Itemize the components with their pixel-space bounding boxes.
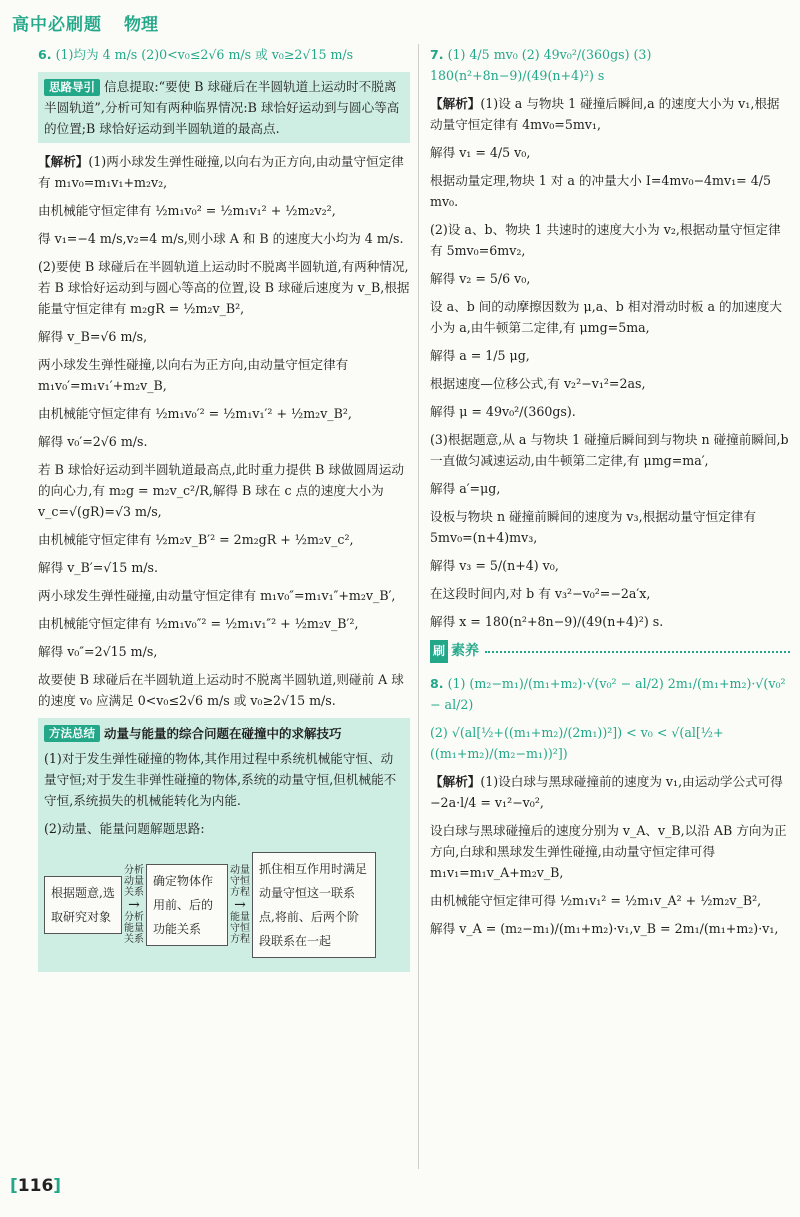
page-number-value: 116 [17,1176,54,1196]
solution-line: 由机械能守恒定律可得 ½m₁v₁² = ½m₁v_A² + ½m₂v_B², [430,893,762,908]
q6-answer-line [38,44,410,65]
solution-line: 设白球与黑球碰撞后的速度分别为 v_A、v_B,以沿 AB 方向为正方向,白球和黑球发生弹性碰撞,由动量守恒定律可得 m₁v₁=m₁v_A+m₂v_B, [430,823,787,880]
q6-solution-line [38,151,410,193]
thinking-guide-box [38,72,410,143]
solution-line: 解得 v₂ = 5/6 v₀, [430,271,531,286]
thinking-guide-text: 信息提取:“要使 B 球碰后在半圆轨道上运动时不脱离半圆轨道”,分析可知有两种临界情况:B 球恰好运动到与圆心等高的位置;B 球恰好运动到半圆轨道的最高点. [44,79,400,136]
q7-solution-line [430,93,790,135]
analysis-label: 【解析】 [430,96,481,111]
analysis-label: 【解析】 [430,774,481,789]
method-summary-title: 动量与能量的综合问题在碰撞中的求解技巧 [104,726,342,741]
solution-line: 解得 v_B′=√15 m/s. [38,560,158,575]
left-column [38,44,410,972]
solution-line: 解得 v_B=√6 m/s, [38,329,148,344]
flow-arrow-label: 动量守恒方程 [230,865,250,898]
brush-icon: 刷 [430,640,448,663]
solution-line: 两小球发生弹性碰撞,由动量守恒定律有 m₁v₀″=m₁v₁″+m₂v_B′, [38,588,396,603]
literacy-section-header [430,640,790,663]
q8-number: 8. [430,676,444,691]
solution-line: 解得 v_A = (m₂−m₁)/(m₁+m₂)·v₁,v_B = 2m₁/(m₁+m₂)·v₁, [430,921,779,936]
solution-line: (2)要使 B 球碰后在半圆轨道上运动时不脱离半圆轨道,有两种情况,若 B 球恰好运动到与圆心等高的位置,设 B 球碰后速度为 v_B,根据能量守恒定律有 m₂gR = ½m₂v_B², [38,259,410,316]
solution-line: 解得 v₃ = 5/(n+4) v₀, [430,558,559,573]
page-header [0,0,800,48]
q7-number: 7. [430,47,444,62]
solution-line: 解得 v₀″=2√15 m/s, [38,644,158,659]
solution-line: 两小球发生弹性碰撞,以向右为正方向,由动量守恒定律有 m₁v₀′=m₁v₁′+m₂v_B, [38,357,349,393]
solution-line: (1)两小球发生弹性碰撞,以向右为正方向,由动量守恒定律有 m₁v₀=m₁v₁+m₂v₂, [38,154,404,190]
thinking-guide-tag: 思路导引 [44,79,100,96]
flow-arrow-1 [122,865,146,945]
q7-answer-line [430,44,790,86]
solution-line: 在这段时间内,对 b 有 v₃²−v₀²=−2a′x, [430,586,651,601]
solution-line: 由机械能守恒定律有 ½m₁v₀″² = ½m₁v₁″² + ½m₂v_B′², [38,616,359,631]
right-arrow-icon: → [128,897,140,913]
flow-arrow-label: 分析能量关系 [124,912,144,945]
header-bar [12,6,158,38]
flow-box-link: 抓住相互作用时满足动量守恒这一联系点,将前、后两个阶段联系在一起 [252,852,376,958]
solution-line: 故要使 B 球碰后在半圆轨道上运动时不脱离半圆轨道,则碰前 A 球的速度 v₀ 应满足 0<v₀≤2√6 m/s 或 v₀≥2√15 m/s. [38,672,404,708]
analysis-label: 【解析】 [38,154,89,169]
literacy-title: 素养 [451,643,480,659]
dotted-rule [485,651,790,653]
q7-answer: (1) 4/5 mv₀ (2) 49v₀²/(360gs) (3) 180(n²+8n−9)/(49(n+4)²) s [430,47,652,83]
q8-answer-1: (1) (m₂−m₁)/(m₁+m₂)·√(v₀² − al/2) 2m₁/(m₁+m₂)·√(v₀² − al/2) [430,676,786,712]
flow-box-relations: 确定物体作用前、后的功能关系 [146,864,228,946]
solution-line: 解得 x = 180(n²+8n−9)/(49(n+4)²) s. [430,614,664,629]
right-arrow-icon: → [234,897,246,913]
q6-answer: (1)均为 4 m/s (2)0<v₀≤2√6 m/s 或 v₀≥2√15 m/s [55,47,354,62]
solution-line: 得 v₁=−4 m/s,v₂=4 m/s,则小球 A 和 B 的速度大小均为 4 m/s. [38,231,404,246]
flow-box-select-object: 根据题意,选取研究对象 [44,876,122,934]
method-summary-header [44,723,404,744]
flow-arrow-2 [228,865,252,945]
solution-line: 解得 a′=μg, [430,481,501,496]
method-summary-box [38,718,410,972]
solution-line: 设板与物块 n 碰撞前瞬间的速度为 v₃,根据动量守恒定律有 5mv₀=(n+4)mv₃, [430,509,756,545]
solution-line: (2)设 a、b、物块 1 共速时的速度大小为 v₂,根据动量守恒定律有 5mv₀=6mv₂, [430,222,781,258]
solution-line: 由机械能守恒定律有 ½m₂v_B′² = 2m₂gR + ½m₂v_c², [38,532,354,547]
method-line: (2)动量、能量问题解题思路: [44,821,205,836]
solution-line: (3)根据题意,从 a 与物块 1 碰撞后瞬间到与物块 n 碰撞前瞬间,b 一直做匀减速运动,由牛顿第二定律,有 μmg=ma′, [430,432,789,468]
flow-arrow-label: 分析动量关系 [124,865,144,898]
right-column [430,44,790,946]
q6-number: 6. [38,47,52,62]
solution-flowchart [44,846,404,964]
solution-line: 根据动量定理,物块 1 对 a 的冲量大小 I=4mv₀−4mv₁= 4/5 mv₀. [430,173,771,209]
solution-line: 根据速度—位移公式,有 v₂²−v₁²=2as, [430,376,646,391]
solution-line: 由机械能守恒定律有 ½m₁v₀′² = ½m₁v₁′² + ½m₂v_B², [38,406,352,421]
solution-line: 若 B 球恰好运动到半圆轨道最高点,此时重力提供 B 球做圆周运动的向心力,有 m₂g = m₂v_c²/R,解得 B 球在 c 点的速度大小为 v_c=√(gR)=√3 m/s, [38,462,404,519]
solution-line: 设 a、b 间的动摩擦因数为 μ,a、b 相对滑动时板 a 的加速度大小为 a,由牛顿第二定律,有 μmg=5ma, [430,299,782,335]
flow-arrow-label: 能量守恒方程 [230,912,250,945]
column-divider [418,44,419,1169]
subject-title: 物理 [124,14,158,35]
q8-answer-2: (2) √(al[½+((m₁+m₂)/(2m₁))²]) < v₀ < √(al[½+((m₁+m₂)/(m₂−m₁))²]) [430,725,724,761]
solution-line: (1)设 a 与物块 1 碰撞后瞬间,a 的速度大小为 v₁,根据动量守恒定律有 4mv₀=5mv₁, [430,96,780,132]
solution-line: (1)设白球与黑球碰撞前的速度为 v₁,由运动学公式可得 −2a·l/4 = v₁²−v₀², [430,774,783,810]
q8-solution-line [430,771,790,813]
method-summary-tag: 方法总结 [44,725,100,742]
solution-line: 解得 v₀′=2√6 m/s. [38,434,148,449]
page-number: [116] [10,1176,62,1196]
solution-line: 解得 a = 1/5 μg, [430,348,530,363]
solution-line: 解得 v₁ = 4/5 v₀, [430,145,531,160]
book-title: 高中必刷题 [12,14,102,35]
solution-line: 解得 μ = 49v₀²/(360gs). [430,404,576,419]
solution-line: 由机械能守恒定律有 ½m₁v₀² = ½m₁v₁² + ½m₂v₂², [38,203,336,218]
method-line: (1)对于发生弹性碰撞的物体,其作用过程中系统机械能守恒、动量守恒;对于发生非弹性碰撞的物体,系统的动量守恒,但机械能不守恒,系统损失的机械能转化为内能. [44,751,397,808]
q8-answer-line [430,673,790,715]
